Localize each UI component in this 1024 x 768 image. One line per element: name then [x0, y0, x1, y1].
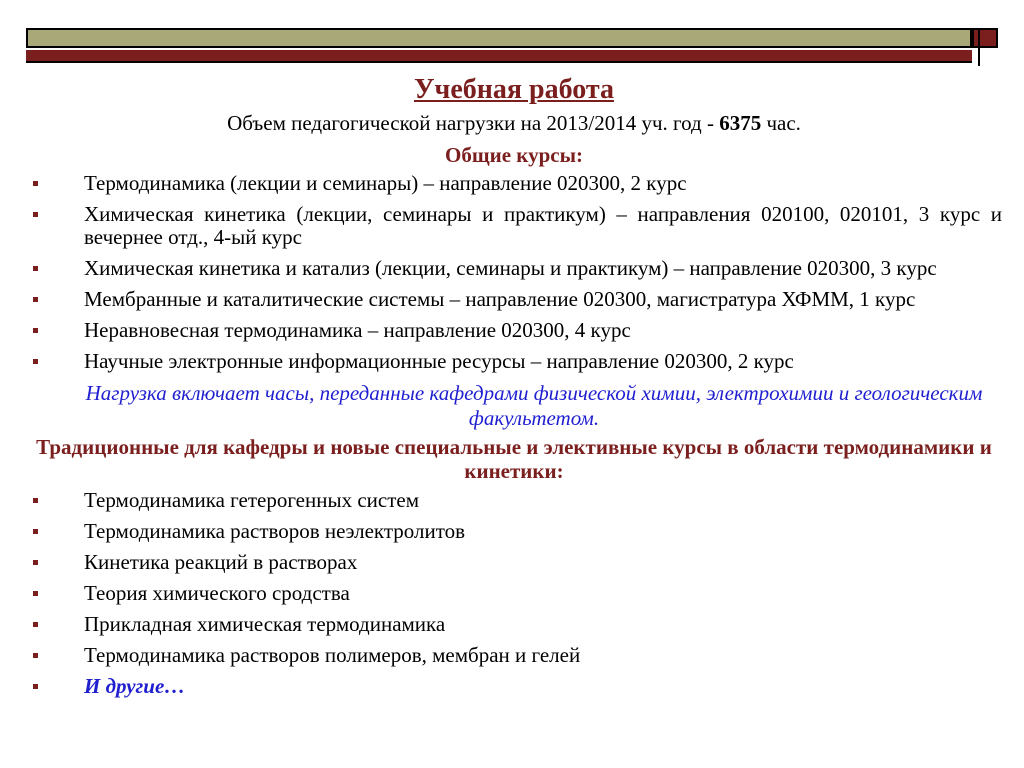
special-courses-heading: Традиционные для кафедры и новые специальные и элективные курсы в области термодинамики и кинетики:: [36, 435, 992, 483]
course-text: Прикладная химическая термодинамика: [84, 612, 446, 636]
decor-top-square: [972, 28, 998, 48]
list-item: [26, 520, 1002, 543]
bullet-icon: [33, 684, 38, 689]
course-text: Мембранные и каталитические системы – направление 020300, магистратура ХФММ, 1 курс: [84, 287, 916, 311]
bullet-icon: [33, 591, 38, 596]
course-text: Кинетика реакций в растворах: [84, 550, 358, 574]
list-item: [26, 582, 1002, 605]
list-item: [26, 613, 1002, 636]
course-text: Термодинамика растворов полимеров, мембран и гелей: [84, 643, 581, 667]
load-prefix: Объем педагогической нагрузки на 2013/2014 уч. год -: [227, 111, 720, 135]
decor-red-stripe: [26, 50, 972, 61]
list-item: [26, 644, 1002, 667]
bullet-icon: [33, 653, 38, 658]
list-item: [26, 288, 1002, 311]
list-item: [26, 675, 1002, 698]
others-text: И другие…: [84, 674, 186, 698]
course-text: Термодинамика растворов неэлектролитов: [84, 519, 466, 543]
list-item: [26, 203, 1002, 249]
bullet-icon: [33, 622, 38, 627]
bullet-icon: [33, 212, 38, 217]
load-note: Нагрузка включает часы, переданные кафедрами физической химии, электрохимии и геологическим факультетом.: [85, 381, 983, 430]
bullet-icon: [33, 297, 38, 302]
course-text: Химическая кинетика и катализ (лекции, семинары и практикум) – направление 020300, 3 курс: [84, 256, 937, 280]
decor-vertical-line: [978, 28, 980, 66]
course-text: Термодинамика (лекции и семинары) – направление 020300, 2 курс: [84, 171, 687, 195]
general-courses-list: [26, 172, 1002, 373]
bullet-icon: [33, 266, 38, 271]
list-item: [26, 489, 1002, 512]
bullet-icon: [33, 529, 38, 534]
bullet-icon: [33, 498, 38, 503]
decor-top-bar: [26, 28, 972, 48]
course-text: Термодинамика гетерогенных систем: [84, 488, 419, 512]
bullet-icon: [33, 328, 38, 333]
bullet-icon: [33, 560, 38, 565]
decor-black-line: [26, 61, 972, 63]
course-text: Научные электронные информационные ресурсы – направление 020300, 2 курс: [84, 349, 794, 373]
slide-content: [26, 74, 1002, 706]
list-item: [26, 551, 1002, 574]
load-value: 6375: [719, 111, 762, 135]
course-text: Химическая кинетика (лекции, семинары и практикум) – направления 020100, 020101, 3 курс и вечернее отд., 4-ый курс: [84, 202, 1002, 249]
slide-title: Учебная работа: [414, 74, 614, 105]
bullet-icon: [33, 181, 38, 186]
list-item: [26, 257, 1002, 280]
load-suffix: час.: [761, 111, 801, 135]
special-courses-list: [26, 489, 1002, 698]
course-text: Неравновесная термодинамика – направление 020300, 4 курс: [84, 318, 631, 342]
general-courses-heading: Общие курсы:: [445, 143, 583, 167]
list-item: [26, 172, 1002, 195]
list-item: [26, 319, 1002, 342]
course-text: Теория химического сродства: [84, 581, 350, 605]
load-line: [26, 110, 1002, 136]
bullet-icon: [33, 359, 38, 364]
list-item: [26, 350, 1002, 373]
